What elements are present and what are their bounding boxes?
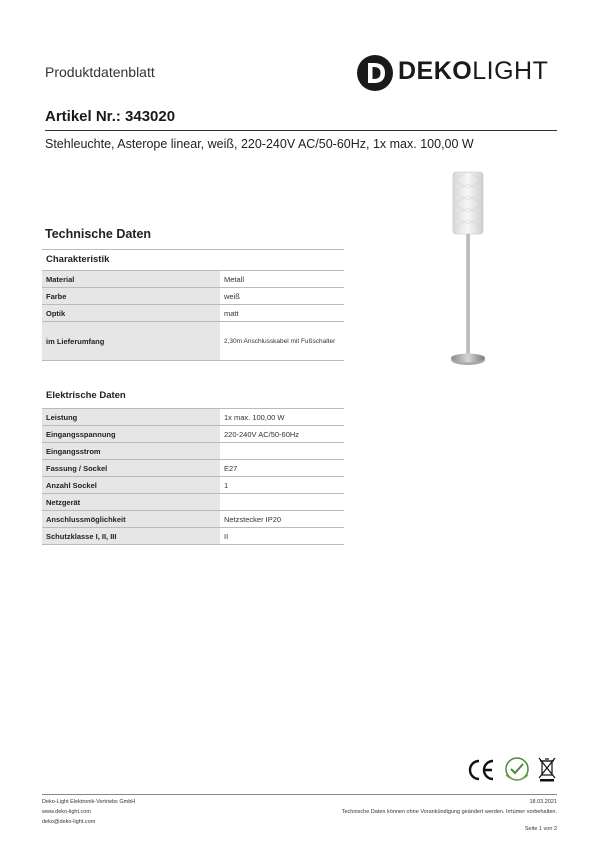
table-row xyxy=(42,409,344,426)
divider xyxy=(45,130,557,131)
section-title: Elektrische Daten xyxy=(46,390,126,401)
page-number: Seite 1 von 2 xyxy=(524,826,557,832)
row-key: Leistung xyxy=(42,409,220,425)
row-key: Optik xyxy=(42,305,220,321)
product-image xyxy=(437,170,497,376)
table-row xyxy=(42,528,344,545)
table-row xyxy=(42,494,344,511)
row-value: 2,30m Anschlusskabel mit Fußschalter xyxy=(224,337,336,345)
characteristics-section xyxy=(42,249,344,361)
row-value xyxy=(220,443,344,459)
table-row xyxy=(42,271,344,288)
row-key: Farbe xyxy=(42,288,220,304)
row-value: Netzstecker IP20 xyxy=(224,514,282,524)
document-type-title: Produktdatenblatt xyxy=(45,64,155,80)
email-link[interactable]: deko@deko-light.com xyxy=(42,819,96,825)
row-key: Anschlussmöglichkeit xyxy=(42,511,220,527)
logo-wordmark: DEKOLIGHT xyxy=(398,57,549,85)
ce-mark-icon xyxy=(467,758,495,782)
table-row xyxy=(42,288,344,305)
row-key: Eingangsstrom xyxy=(42,443,220,459)
dekolight-logo xyxy=(356,54,562,92)
row-key: im Lieferumfang xyxy=(42,322,220,360)
weee-bin-icon xyxy=(537,756,557,782)
row-key: Eingangsspannung xyxy=(42,426,220,442)
row-value xyxy=(220,494,344,510)
product-description: Stehleuchte, Asterope linear, weiß, 220-240V AC/50-60Hz, 1x max. 100,00 W xyxy=(45,137,474,151)
row-value: E27 xyxy=(224,463,238,473)
row-key: Material xyxy=(42,271,220,287)
table-row xyxy=(42,460,344,477)
row-value: weiß xyxy=(224,291,240,301)
energy-class-icon xyxy=(502,755,532,783)
row-value: matt xyxy=(224,308,239,318)
website-link[interactable]: www.deko-light.com xyxy=(42,809,91,815)
footer-divider xyxy=(42,794,557,795)
section-title: Charakteristik xyxy=(46,254,110,265)
row-value: 220-240V AC/50-60Hz xyxy=(224,429,300,439)
table-row xyxy=(42,443,344,460)
table-row xyxy=(42,305,344,322)
logo-d-icon xyxy=(356,54,394,92)
disclaimer: Technische Daten können ohne Vorankündigung geändert werden. Irrtümer vorbehalten. xyxy=(341,809,557,815)
row-value: II xyxy=(224,531,229,541)
row-key: Fassung / Sockel xyxy=(42,460,220,476)
table-row xyxy=(42,477,344,494)
row-value: 1 xyxy=(224,480,229,490)
row-value: 1x max. 100,00 W xyxy=(224,412,285,422)
company-name: Deko-Light Elektronik-Vertriebs GmbH xyxy=(42,799,136,805)
table-row xyxy=(42,426,344,443)
row-value: Metall xyxy=(224,274,245,284)
electrical-data-section xyxy=(42,386,344,545)
document-date: 18.03.2021 xyxy=(529,799,557,805)
row-key: Schutzklasse I, II, III xyxy=(42,528,220,544)
table-row xyxy=(42,322,344,361)
row-key: Anzahl Sockel xyxy=(42,477,220,493)
technical-data-title: Technische Daten xyxy=(45,227,152,241)
table-row xyxy=(42,511,344,528)
article-number: Artikel Nr.: 343020 xyxy=(45,108,176,125)
row-key: Netzgerät xyxy=(42,494,220,510)
